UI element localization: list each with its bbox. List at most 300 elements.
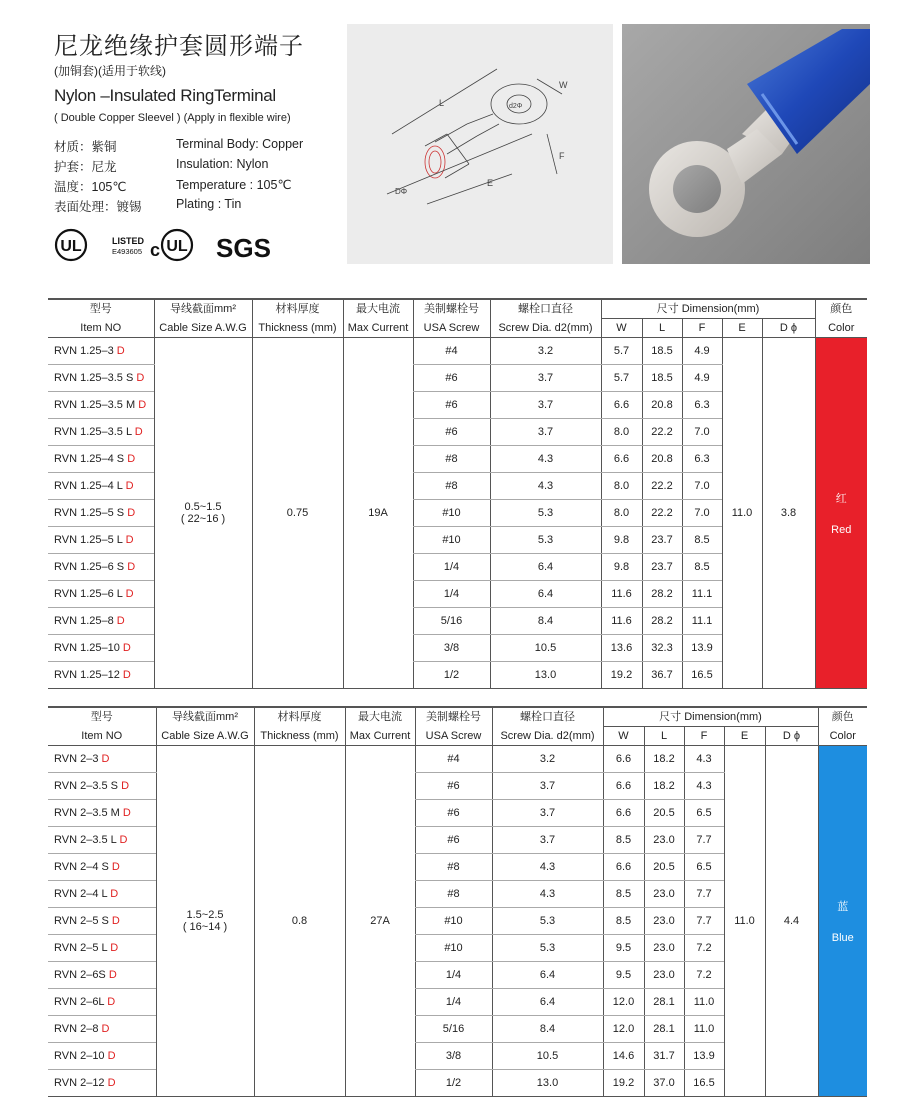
cell-screw-diameter: 3.7 bbox=[492, 800, 603, 827]
model-suffix: D bbox=[125, 588, 134, 600]
cable-size-awg: ( 22~16 ) bbox=[180, 513, 226, 525]
header-cable-cn: 导线截面mm² bbox=[156, 707, 254, 727]
cell-screw: #6 bbox=[413, 419, 490, 446]
cell-screw: 1/4 bbox=[415, 962, 492, 989]
page-subtitle-cn: (加铜套)(适用于软线) bbox=[54, 64, 166, 78]
color-en: Red bbox=[831, 524, 852, 536]
cell-cable-size bbox=[156, 746, 254, 1097]
cell-screw-diameter: 3.7 bbox=[490, 365, 601, 392]
cell-screw: 3/8 bbox=[415, 1043, 492, 1070]
listed-text: LISTED bbox=[112, 236, 145, 246]
header-f: F bbox=[684, 727, 724, 746]
model-text: RVN 2–5 L bbox=[54, 942, 111, 954]
cell-f: 16.5 bbox=[682, 662, 722, 689]
cell-d: 3.8 bbox=[762, 338, 815, 689]
cell-l: 32.3 bbox=[642, 635, 682, 662]
header-screw-cn: 美制螺栓号 bbox=[415, 707, 492, 727]
model-text: RVN 1.25–5 S bbox=[54, 507, 128, 519]
cell-w: 14.6 bbox=[603, 1043, 644, 1070]
cell-screw: #4 bbox=[413, 338, 490, 365]
header-cable-en: Cable Size A.W.G bbox=[156, 727, 254, 746]
table-body-blue bbox=[48, 746, 867, 1097]
cell-screw-diameter: 6.4 bbox=[492, 962, 603, 989]
model-suffix: D bbox=[108, 969, 117, 981]
cell-l: 28.2 bbox=[642, 608, 682, 635]
cell-w: 9.8 bbox=[601, 554, 642, 581]
cell-f: 13.9 bbox=[682, 635, 722, 662]
cell-screw-diameter: 5.3 bbox=[490, 500, 601, 527]
cell-screw-diameter: 8.4 bbox=[492, 1016, 603, 1043]
model-suffix: D bbox=[101, 753, 110, 765]
cell-l: 23.0 bbox=[644, 935, 684, 962]
cell-screw-diameter: 5.3 bbox=[490, 527, 601, 554]
model-suffix: D bbox=[101, 1023, 110, 1035]
cell-l: 20.5 bbox=[644, 800, 684, 827]
cell-model bbox=[48, 419, 154, 446]
cell-model bbox=[48, 854, 156, 881]
cell-screw: #6 bbox=[415, 800, 492, 827]
color-cn: 蓝 bbox=[837, 901, 849, 913]
cell-w: 8.5 bbox=[603, 908, 644, 935]
cell-f: 7.0 bbox=[682, 473, 722, 500]
cell-model bbox=[48, 1043, 156, 1070]
cell-f: 6.5 bbox=[684, 800, 724, 827]
cell-f: 4.9 bbox=[682, 338, 722, 365]
model-suffix: D bbox=[138, 399, 147, 411]
cell-w: 8.0 bbox=[601, 500, 642, 527]
header-current-en: Max Current bbox=[345, 727, 415, 746]
cell-screw-diameter: 3.2 bbox=[490, 338, 601, 365]
spec-insulation-cn: 护套：尼龙 bbox=[54, 160, 117, 174]
cell-screw: 1/2 bbox=[415, 1070, 492, 1097]
cell-screw: #8 bbox=[415, 881, 492, 908]
model-suffix: D bbox=[136, 372, 145, 384]
model-text: RVN 1.25–3.5 L bbox=[54, 426, 135, 438]
spec-material-cn: 材质：紫铜 bbox=[54, 140, 117, 154]
spec-table-blue bbox=[48, 706, 867, 1097]
cell-l: 23.0 bbox=[644, 827, 684, 854]
model-suffix: D bbox=[107, 1077, 116, 1089]
cable-size-mm2: 0.5~1.5 bbox=[184, 501, 222, 513]
cell-w: 5.7 bbox=[601, 338, 642, 365]
model-suffix: D bbox=[127, 453, 136, 465]
header-model-en: Item NO bbox=[48, 319, 154, 338]
header-f: F bbox=[682, 319, 722, 338]
cell-f: 6.3 bbox=[682, 446, 722, 473]
diagram-label-l: L bbox=[439, 98, 445, 108]
cell-screw: #6 bbox=[413, 392, 490, 419]
cell-model bbox=[48, 365, 154, 392]
cell-l: 23.7 bbox=[642, 527, 682, 554]
model-text: RVN 1.25–5 L bbox=[54, 534, 126, 546]
model-suffix: D bbox=[127, 507, 136, 519]
model-suffix: D bbox=[134, 426, 143, 438]
cell-l: 37.0 bbox=[644, 1070, 684, 1097]
cell-l: 22.2 bbox=[642, 419, 682, 446]
cell-l: 28.1 bbox=[644, 1016, 684, 1043]
model-suffix: D bbox=[122, 642, 131, 654]
cell-screw-diameter: 3.7 bbox=[492, 827, 603, 854]
header-color-cn: 颜色 bbox=[818, 707, 867, 727]
model-suffix: D bbox=[107, 1050, 116, 1062]
page-title-cn: 尼龙绝缘护套圆形端子 bbox=[54, 33, 304, 60]
model-suffix: D bbox=[116, 345, 125, 357]
cell-screw: #8 bbox=[413, 473, 490, 500]
cell-f: 7.0 bbox=[682, 500, 722, 527]
cell-model bbox=[48, 473, 154, 500]
model-text: RVN 2–4 S bbox=[54, 861, 112, 873]
cell-w: 11.6 bbox=[601, 581, 642, 608]
cell-f: 7.7 bbox=[684, 827, 724, 854]
cell-l: 36.7 bbox=[642, 662, 682, 689]
cell-screw: 1/2 bbox=[413, 662, 490, 689]
cell-l: 23.0 bbox=[644, 962, 684, 989]
diagram-label-d2: d2Φ bbox=[509, 103, 523, 110]
spec-insulation-en: Insulation: Nylon bbox=[176, 157, 269, 171]
cell-w: 12.0 bbox=[603, 1016, 644, 1043]
cell-model bbox=[48, 746, 156, 773]
listed-number: E493605 bbox=[112, 247, 143, 256]
header-e: E bbox=[724, 727, 765, 746]
model-text: RVN 2–6L bbox=[54, 996, 108, 1008]
model-text: RVN 2–8 bbox=[54, 1023, 102, 1035]
model-text: RVN 2–4 L bbox=[54, 888, 111, 900]
cell-screw-diameter: 6.4 bbox=[490, 581, 601, 608]
cell-screw-diameter: 6.4 bbox=[490, 554, 601, 581]
cell-screw: #10 bbox=[415, 935, 492, 962]
cell-screw-diameter: 4.3 bbox=[492, 881, 603, 908]
cell-l: 18.2 bbox=[644, 773, 684, 800]
cell-screw: #10 bbox=[413, 500, 490, 527]
cell-screw-diameter: 4.3 bbox=[490, 446, 601, 473]
model-suffix: D bbox=[127, 561, 136, 573]
model-text: RVN 2–3.5 S bbox=[54, 780, 122, 792]
cell-f: 7.7 bbox=[684, 881, 724, 908]
product-photo bbox=[622, 24, 870, 264]
cell-w: 8.0 bbox=[601, 473, 642, 500]
cell-model bbox=[48, 500, 154, 527]
ul-logo-text: UL bbox=[60, 238, 82, 255]
cell-l: 18.5 bbox=[642, 365, 682, 392]
model-suffix: D bbox=[111, 915, 120, 927]
cell-screw: 1/4 bbox=[415, 989, 492, 1016]
header-color-en: Color bbox=[818, 727, 867, 746]
model-text: RVN 1.25–6 S bbox=[54, 561, 128, 573]
color-cn: 红 bbox=[835, 493, 847, 505]
cell-model bbox=[48, 554, 154, 581]
cell-f: 4.9 bbox=[682, 365, 722, 392]
cell-model bbox=[48, 446, 154, 473]
cell-l: 20.8 bbox=[642, 392, 682, 419]
header-w: W bbox=[601, 319, 642, 338]
cell-model bbox=[48, 962, 156, 989]
cell-screw-diameter: 3.7 bbox=[490, 392, 601, 419]
cell-model bbox=[48, 662, 154, 689]
cell-f: 13.9 bbox=[684, 1043, 724, 1070]
cell-f: 6.3 bbox=[682, 392, 722, 419]
cell-model bbox=[48, 1016, 156, 1043]
cell-model bbox=[48, 527, 154, 554]
cell-w: 8.5 bbox=[603, 881, 644, 908]
model-suffix: D bbox=[119, 834, 128, 846]
cell-w: 12.0 bbox=[603, 989, 644, 1016]
page-subtitle-en: ( Double Copper Sleevel ) (Apply in flexible wire) bbox=[54, 112, 291, 124]
cell-e: 11.0 bbox=[722, 338, 762, 689]
certification-logos bbox=[54, 228, 284, 264]
cul-logo bbox=[162, 230, 192, 260]
cell-screw-diameter: 3.7 bbox=[492, 773, 603, 800]
model-text: RVN 1.25–8 bbox=[54, 615, 117, 627]
header-model-en: Item NO bbox=[48, 727, 156, 746]
model-text: RVN 1.25–3.5 M bbox=[54, 399, 139, 411]
cell-screw-diameter: 3.7 bbox=[490, 419, 601, 446]
model-text: RVN 1.25–3 bbox=[54, 345, 117, 357]
header-current-en: Max Current bbox=[343, 319, 413, 338]
cell-model bbox=[48, 881, 156, 908]
cell-screw-diameter: 3.2 bbox=[492, 746, 603, 773]
spec-material-en: Terminal Body: Copper bbox=[176, 137, 304, 151]
cell-screw-diameter: 4.3 bbox=[492, 854, 603, 881]
cell-w: 6.6 bbox=[603, 773, 644, 800]
cell-w: 11.6 bbox=[601, 608, 642, 635]
model-suffix: D bbox=[121, 780, 130, 792]
cell-screw: #8 bbox=[413, 446, 490, 473]
model-text: RVN 2–3.5 M bbox=[54, 807, 123, 819]
header-dimension: 尺寸 Dimension(mm) bbox=[601, 299, 815, 319]
cell-screw: 1/4 bbox=[413, 581, 490, 608]
model-suffix: D bbox=[111, 861, 120, 873]
cell-f: 4.3 bbox=[684, 746, 724, 773]
model-text: RVN 2–10 bbox=[54, 1050, 108, 1062]
header-thickness-en: Thickness (mm) bbox=[254, 727, 345, 746]
cell-screw: #10 bbox=[413, 527, 490, 554]
model-suffix: D bbox=[122, 669, 131, 681]
header-screw-cn: 美制螺栓号 bbox=[413, 299, 490, 319]
cell-model bbox=[48, 635, 154, 662]
cell-screw: 5/16 bbox=[415, 1016, 492, 1043]
cell-l: 23.7 bbox=[642, 554, 682, 581]
header-color-cn: 颜色 bbox=[815, 299, 867, 319]
header-model-cn: 型号 bbox=[48, 299, 154, 319]
cell-screw-diameter: 6.4 bbox=[492, 989, 603, 1016]
cell-screw: #4 bbox=[415, 746, 492, 773]
spec-temperature-cn: 温度：105℃ bbox=[54, 180, 127, 194]
cell-f: 11.1 bbox=[682, 608, 722, 635]
cell-d: 4.4 bbox=[765, 746, 818, 1097]
cell-model bbox=[48, 773, 156, 800]
header-screw-en: USA Screw bbox=[413, 319, 490, 338]
model-text: RVN 2–5 S bbox=[54, 915, 112, 927]
cell-w: 8.0 bbox=[601, 419, 642, 446]
cell-l: 18.5 bbox=[642, 338, 682, 365]
model-text: RVN 1.25–10 bbox=[54, 642, 123, 654]
cell-l: 22.2 bbox=[642, 473, 682, 500]
model-suffix: D bbox=[107, 996, 116, 1008]
cell-screw: 1/4 bbox=[413, 554, 490, 581]
model-suffix: D bbox=[116, 615, 125, 627]
diagram-label-d: DΦ bbox=[395, 187, 408, 196]
cell-thickness: 0.8 bbox=[254, 746, 345, 1097]
model-text: RVN 2–12 bbox=[54, 1077, 108, 1089]
cell-l: 23.0 bbox=[644, 908, 684, 935]
spec-temperature-en: Temperature : 105℃ bbox=[176, 178, 292, 192]
cell-w: 6.6 bbox=[603, 854, 644, 881]
header-l: L bbox=[642, 319, 682, 338]
cell-w: 6.6 bbox=[603, 800, 644, 827]
cell-f: 7.2 bbox=[684, 962, 724, 989]
cell-f: 16.5 bbox=[684, 1070, 724, 1097]
header-diameter-en: Screw Dia. d2(mm) bbox=[490, 319, 601, 338]
spec-table-red bbox=[48, 298, 867, 689]
cell-l: 23.0 bbox=[644, 881, 684, 908]
cell-screw-diameter: 5.3 bbox=[492, 935, 603, 962]
cell-w: 6.6 bbox=[603, 746, 644, 773]
header-diameter-cn: 螺栓口直径 bbox=[490, 299, 601, 319]
diagram-label-f: F bbox=[559, 151, 565, 161]
cell-w: 9.5 bbox=[603, 935, 644, 962]
model-text: RVN 1.25–3.5 S bbox=[54, 372, 137, 384]
cell-screw: 5/16 bbox=[413, 608, 490, 635]
cell-l: 22.2 bbox=[642, 500, 682, 527]
cell-screw: 3/8 bbox=[413, 635, 490, 662]
ul-logo bbox=[56, 230, 86, 260]
header-model-cn: 型号 bbox=[48, 707, 156, 727]
cell-f: 7.0 bbox=[682, 419, 722, 446]
cell-screw-diameter: 4.3 bbox=[490, 473, 601, 500]
cell-f: 11.0 bbox=[684, 989, 724, 1016]
cell-w: 9.5 bbox=[603, 962, 644, 989]
cell-w: 8.5 bbox=[603, 827, 644, 854]
model-text: RVN 1.25–6 L bbox=[54, 588, 126, 600]
header-thickness-cn: 材料厚度 bbox=[254, 707, 345, 727]
cell-l: 18.2 bbox=[644, 746, 684, 773]
header-d: D ϕ bbox=[762, 319, 815, 338]
diagram-label-e: E bbox=[487, 178, 494, 188]
sgs-logo: SGS bbox=[216, 233, 271, 263]
cell-screw: #6 bbox=[415, 773, 492, 800]
header-d: D ϕ bbox=[765, 727, 818, 746]
model-text: RVN 2–3.5 L bbox=[54, 834, 120, 846]
cell-color bbox=[815, 338, 867, 689]
cell-l: 28.2 bbox=[642, 581, 682, 608]
cell-model bbox=[48, 989, 156, 1016]
page-title-en: Nylon –Insulated RingTerminal bbox=[54, 86, 276, 105]
cell-w: 6.6 bbox=[601, 392, 642, 419]
cell-max-current: 27A bbox=[345, 746, 415, 1097]
cell-w: 9.8 bbox=[601, 527, 642, 554]
cell-model bbox=[48, 1070, 156, 1097]
cell-model bbox=[48, 581, 154, 608]
model-suffix: D bbox=[110, 942, 119, 954]
cell-w: 19.2 bbox=[603, 1070, 644, 1097]
cell-l: 20.8 bbox=[642, 446, 682, 473]
header-cable-en: Cable Size A.W.G bbox=[154, 319, 252, 338]
cell-f: 7.2 bbox=[684, 935, 724, 962]
cell-model bbox=[48, 908, 156, 935]
model-text: RVN 2–6S bbox=[54, 969, 109, 981]
cell-w: 19.2 bbox=[601, 662, 642, 689]
cell-f: 6.5 bbox=[684, 854, 724, 881]
color-en: Blue bbox=[831, 932, 854, 944]
model-text: RVN 1.25–4 S bbox=[54, 453, 128, 465]
cell-e: 11.0 bbox=[724, 746, 765, 1097]
cell-screw-diameter: 10.5 bbox=[490, 635, 601, 662]
header-diameter-cn: 螺栓口直径 bbox=[492, 707, 603, 727]
cell-model bbox=[48, 935, 156, 962]
cell-max-current: 19A bbox=[343, 338, 413, 689]
cell-f: 7.7 bbox=[684, 908, 724, 935]
cell-f: 8.5 bbox=[682, 554, 722, 581]
cell-w: 5.7 bbox=[601, 365, 642, 392]
header-w: W bbox=[603, 727, 644, 746]
model-suffix: D bbox=[125, 534, 134, 546]
cable-size-awg: ( 16~14 ) bbox=[182, 921, 228, 933]
model-suffix: D bbox=[122, 807, 131, 819]
header-dimension: 尺寸 Dimension(mm) bbox=[603, 707, 818, 727]
model-text: RVN 2–3 bbox=[54, 753, 102, 765]
cell-screw-diameter: 13.0 bbox=[492, 1070, 603, 1097]
cell-model bbox=[48, 800, 156, 827]
cul-logo-text: UL bbox=[166, 238, 188, 255]
cell-model bbox=[48, 827, 156, 854]
cell-w: 6.6 bbox=[601, 446, 642, 473]
header-thickness-en: Thickness (mm) bbox=[252, 319, 343, 338]
table-row bbox=[48, 338, 867, 365]
cell-l: 28.1 bbox=[644, 989, 684, 1016]
cell-cable-size bbox=[154, 338, 252, 689]
cell-f: 11.1 bbox=[682, 581, 722, 608]
header-diameter-en: Screw Dia. d2(mm) bbox=[492, 727, 603, 746]
model-text: RVN 1.25–4 L bbox=[54, 480, 126, 492]
header-current-cn: 最大电流 bbox=[343, 299, 413, 319]
cell-f: 11.0 bbox=[684, 1016, 724, 1043]
cell-f: 4.3 bbox=[684, 773, 724, 800]
cell-screw-diameter: 13.0 bbox=[490, 662, 601, 689]
header-color-en: Color bbox=[815, 319, 867, 338]
cell-thickness: 0.75 bbox=[252, 338, 343, 689]
cell-model bbox=[48, 608, 154, 635]
diagram-label-w: W bbox=[559, 80, 568, 90]
cell-screw-diameter: 8.4 bbox=[490, 608, 601, 635]
header-e: E bbox=[722, 319, 762, 338]
cable-size-mm2: 1.5~2.5 bbox=[186, 909, 224, 921]
header-cable-cn: 导线截面mm² bbox=[154, 299, 252, 319]
header-screw-en: USA Screw bbox=[415, 727, 492, 746]
product-photo-panel bbox=[622, 24, 870, 264]
cell-model bbox=[48, 392, 154, 419]
header-l: L bbox=[644, 727, 684, 746]
header-thickness-cn: 材料厚度 bbox=[252, 299, 343, 319]
model-suffix: D bbox=[110, 888, 119, 900]
cell-model bbox=[48, 338, 154, 365]
cell-f: 8.5 bbox=[682, 527, 722, 554]
cell-screw: #6 bbox=[415, 827, 492, 854]
cell-screw: #8 bbox=[415, 854, 492, 881]
c-mark: c bbox=[150, 240, 161, 260]
table-body-red bbox=[48, 338, 867, 689]
cell-l: 20.5 bbox=[644, 854, 684, 881]
cell-l: 31.7 bbox=[644, 1043, 684, 1070]
technical-drawing bbox=[347, 24, 613, 264]
cell-screw: #6 bbox=[413, 365, 490, 392]
cell-w: 13.6 bbox=[601, 635, 642, 662]
cell-color bbox=[818, 746, 867, 1097]
header-current-cn: 最大电流 bbox=[345, 707, 415, 727]
model-suffix: D bbox=[125, 480, 134, 492]
spec-plating-cn: 表面处理：镀锡 bbox=[54, 200, 142, 214]
cell-screw-diameter: 5.3 bbox=[492, 908, 603, 935]
cell-screw: #10 bbox=[415, 908, 492, 935]
